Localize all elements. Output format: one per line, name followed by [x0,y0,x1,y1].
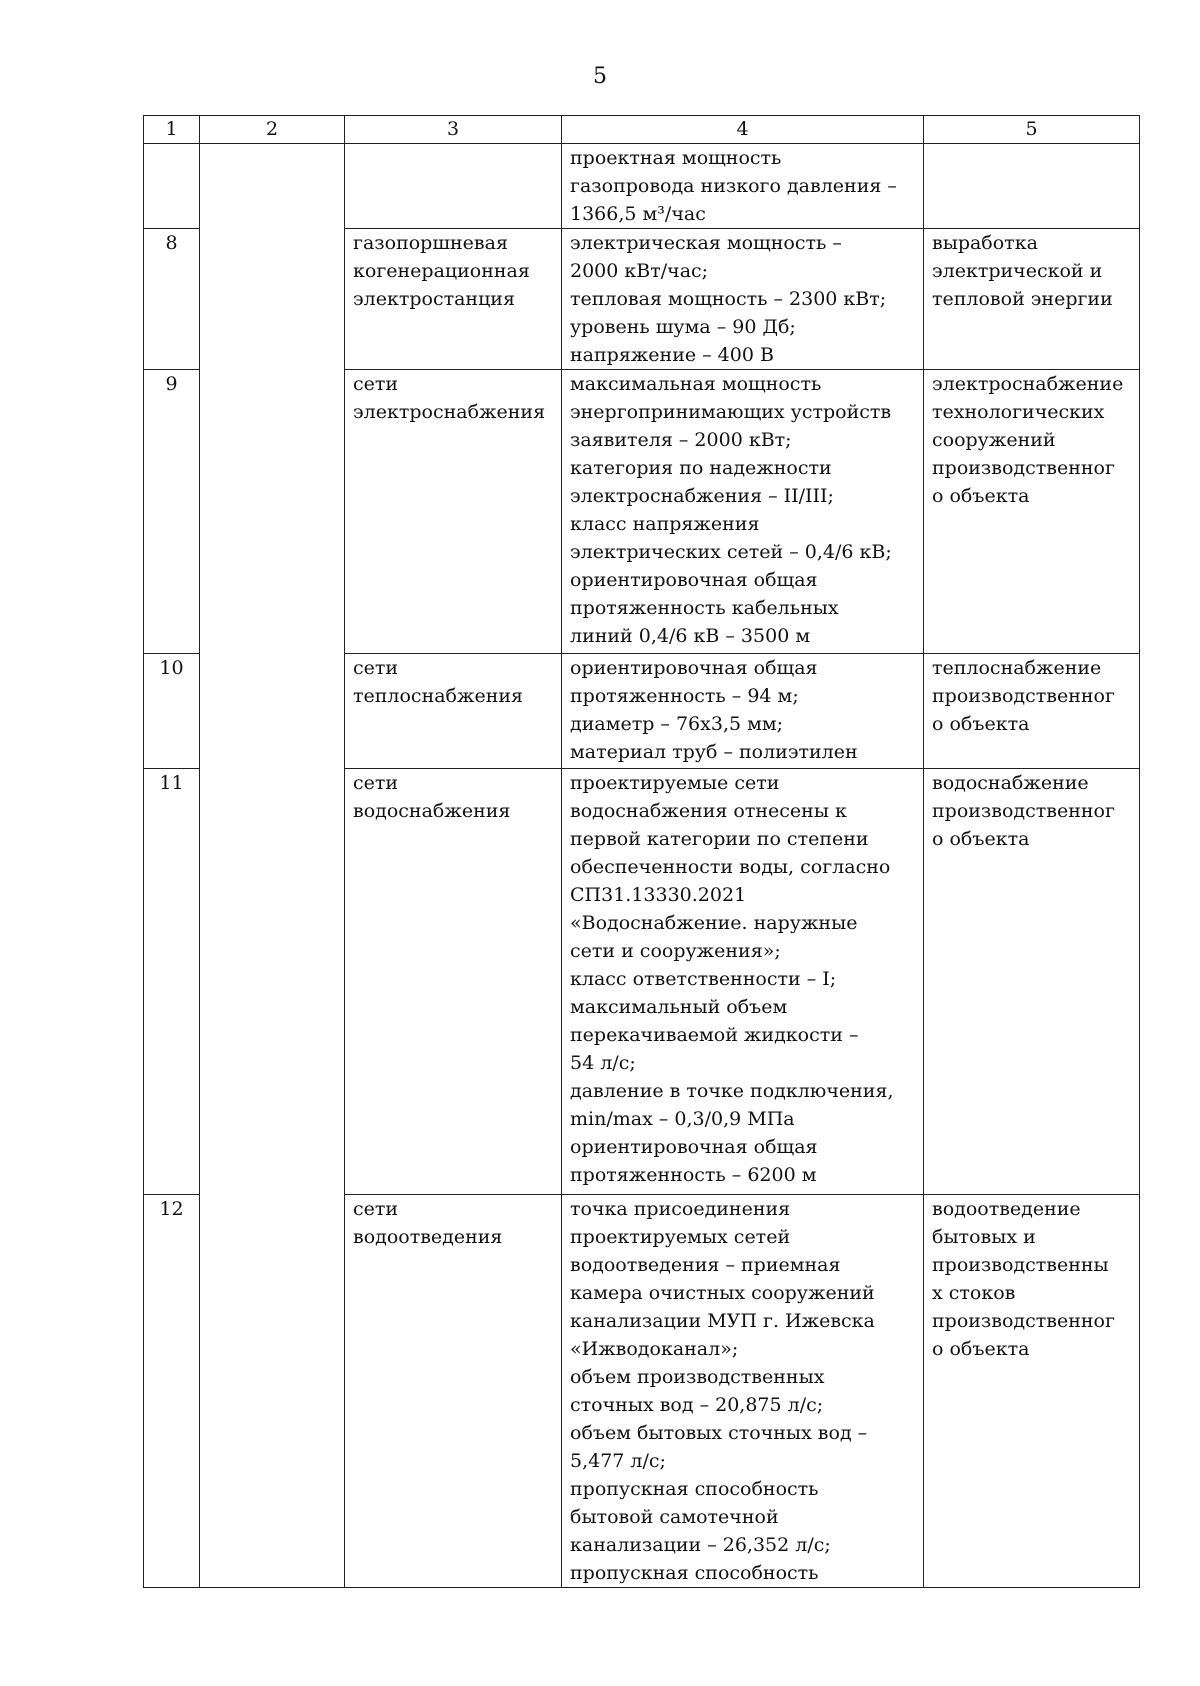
characteristics-cell: проектная мощность газопровода низкого давления – 1366,5 м³/час [562,144,924,229]
row-number-cell: 11 [144,769,200,1195]
row-number-cell: 9 [144,370,200,654]
row-number-cell: 10 [144,654,200,769]
column-header-3: 3 [345,116,562,144]
object-name-cell: сети теплоснабжения [345,654,562,769]
object-name-cell: сети водоснабжения [345,769,562,1195]
object-name-cell [345,144,562,229]
row-number-cell: 8 [144,229,200,370]
object-name-cell: сети водоотведения [345,1195,562,1588]
purpose-cell: водоснабжение производственног о объекта [924,769,1140,1195]
purpose-cell: водоотведение бытовых и производственны х стоков производственног о объекта [924,1195,1140,1588]
row-number-cell [144,144,200,229]
row-number-cell: 12 [144,1195,200,1588]
column-header-5: 5 [924,116,1140,144]
page-number: 5 [593,64,607,89]
object-name-cell: газопоршневая когенерационная электростанция [345,229,562,370]
characteristics-cell: ориентировочная общая протяженность – 94 м; диаметр – 76х3,5 мм; материал труб – полиэтилен [562,654,924,769]
purpose-cell: выработка электрической и тепловой энергии [924,229,1140,370]
merged-column-2-cell [200,144,345,1588]
purpose-cell: теплоснабжение производственног о объекта [924,654,1140,769]
purpose-cell [924,144,1140,229]
specification-table [143,115,1140,1588]
column-header-4: 4 [562,116,924,144]
purpose-cell: электроснабжение технологических сооружений производственног о объекта [924,370,1140,654]
column-header-2: 2 [200,116,345,144]
table-header-row [144,116,1140,144]
object-name-cell: сети электроснабжения [345,370,562,654]
table-row-continuation [144,144,1140,229]
characteristics-cell: электрическая мощность – 2000 кВт/час; тепловая мощность – 2300 кВт; уровень шума – 90 Дб; напряжение – 400 В [562,229,924,370]
characteristics-cell: точка присоединения проектируемых сетей водоотведения – приемная камера очистных сооружений канализации МУП г. Ижевска «Ижводоканал»; объем производственных сточных вод – 20,875 л/с; объем бытовых сточных вод – 5,477 л/с; пропускная способность бытовой самотечной канализации – 26,352 л/с; пропускная способность [562,1195,924,1588]
characteristics-cell: проектируемые сети водоснабжения отнесены к первой категории по степени обеспеченности воды, согласно СП31.13330.2021 «Водоснабжение. наружные сети и сооружения»; класс ответственности – I; максимальный объем перекачиваемой жидкости – 54 л/с; давление в точке подключения, min/max – 0,3/0,9 МПа ориентировочная общая протяженность – 6200 м [562,769,924,1195]
characteristics-cell: максимальная мощность энергопринимающих устройств заявителя – 2000 кВт; категория по надежности электроснабжения – II/III; класс напряжения электрических сетей – 0,4/6 кВ; ориентировочная общая протяженность кабельных линий 0,4/6 кВ – 3500 м [562,370,924,654]
column-header-1: 1 [144,116,200,144]
